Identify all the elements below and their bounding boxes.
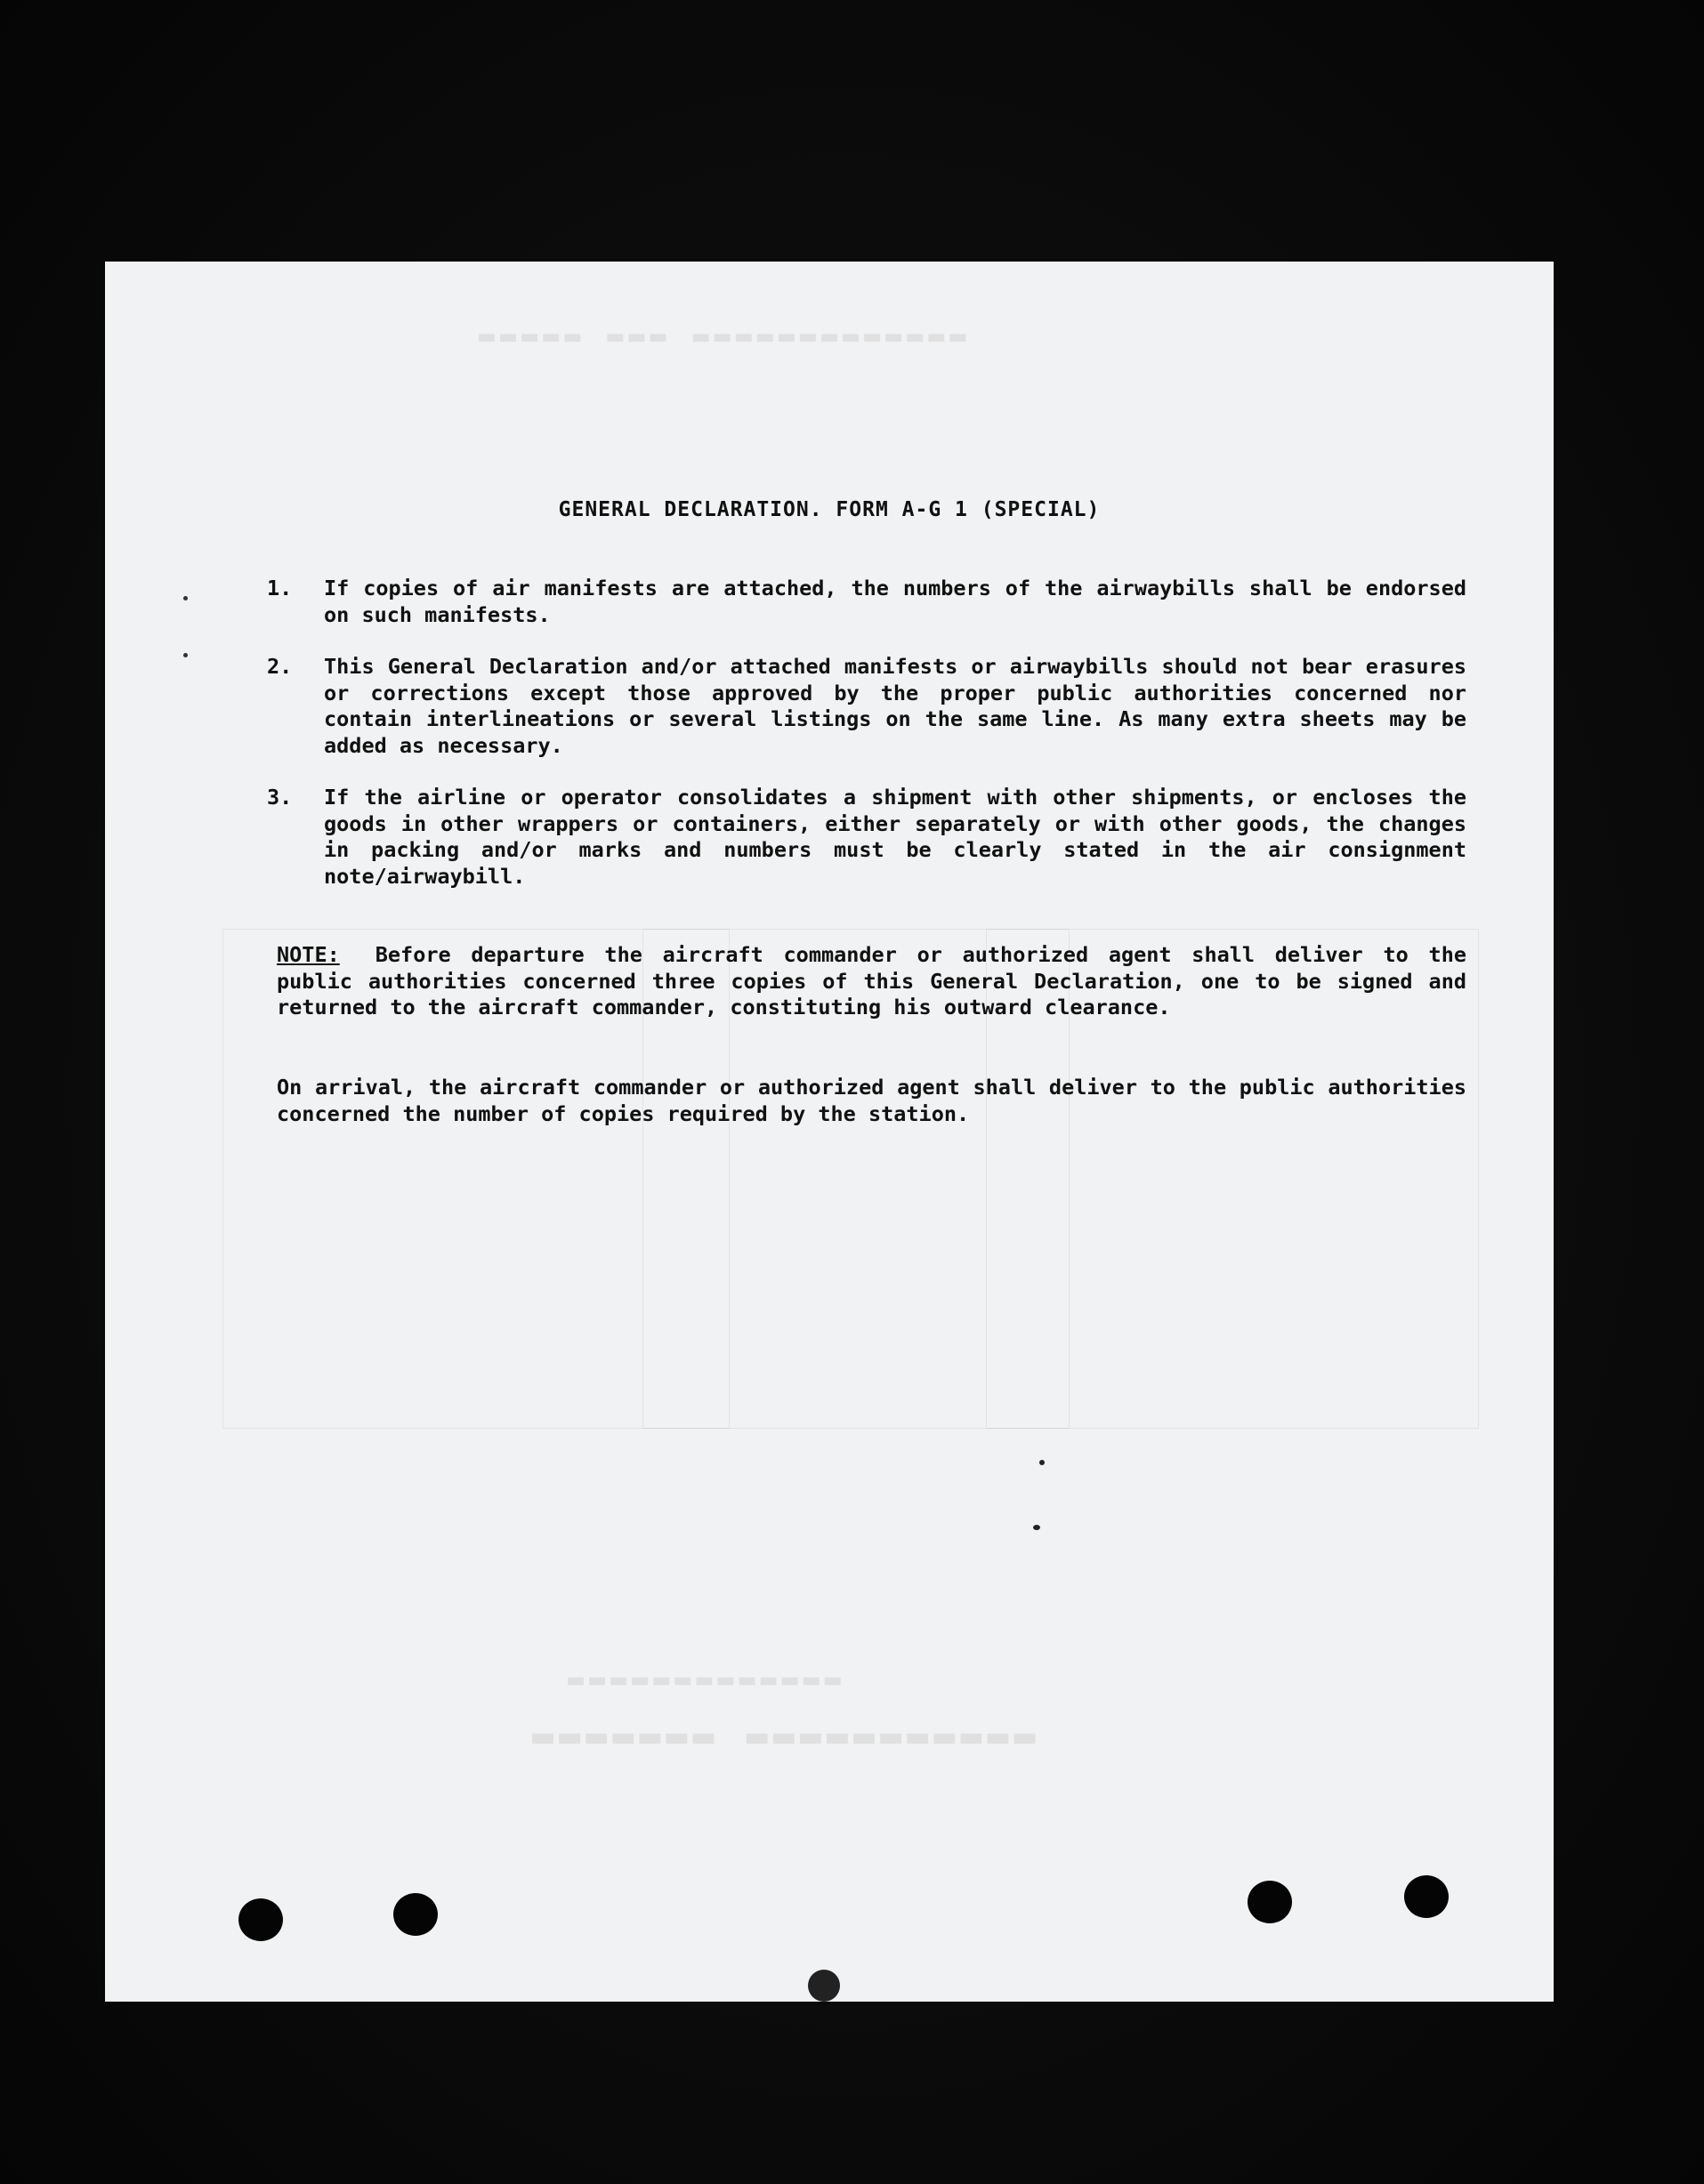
arrival-note: On arrival, the aircraft commander or authorized agent shall deliver to the public authorities concerned the number of copies required by the station. xyxy=(277,1075,1466,1126)
speck xyxy=(808,1970,840,2002)
note-label: NOTE: xyxy=(277,942,340,967)
item-number: 3. xyxy=(267,785,293,810)
speck xyxy=(1033,1525,1040,1530)
note-text: Before departure the aircraft commander or authorized agent shall deliver to the public authorities concerned three copies of this General Declaration, one to be signed and returned to the aircraft commander, constituting his outward clearance. xyxy=(277,942,1466,1019)
document-page xyxy=(105,262,1554,2002)
item-text: This General Declaration and/or attached manifests or airwaybills should not bear erasures or corrections except those approved by the proper public authorities concerned nor contain interlineations or several listings on the same line. As many extra sheets may be added as necessary. xyxy=(324,654,1466,758)
item-text: If the airline or operator consolidates a shipment with other shipments, or encloses the goods in other wrappers or containers, either separately or with other goods, the changes in packing and/or marks and numbers must be clearly stated in the air consignment note/airwaybill. xyxy=(324,785,1466,889)
item-text: If copies of air manifests are attached, the numbers of the airwaybills shall be endorsed on such manifests. xyxy=(324,576,1466,627)
bleed-through-mark: ▬▬▬▬▬▬▬▬▬▬▬▬▬ xyxy=(568,1667,846,1698)
bleed-through-mark: ▬▬▬▬▬ ▬▬▬ ▬▬▬▬▬▬▬▬▬▬▬▬▬ xyxy=(479,324,972,355)
punch-hole xyxy=(393,1893,438,1936)
margin-dot xyxy=(183,653,188,657)
punch-hole xyxy=(238,1898,283,1941)
document-title: GENERAL DECLARATION. FORM A-G 1 (SPECIAL) xyxy=(558,498,1101,521)
departure-note xyxy=(277,942,1466,1021)
speck xyxy=(1039,1460,1045,1465)
item-number: 2. xyxy=(267,654,293,679)
bleed-through-mark: ▬▬▬▬▬▬▬ ▬▬▬▬▬▬▬▬▬▬▬ xyxy=(532,1721,1041,1761)
item-number: 1. xyxy=(267,576,293,600)
margin-dot xyxy=(183,596,188,600)
document-content xyxy=(105,262,1554,2002)
punch-hole xyxy=(1248,1881,1292,1923)
punch-hole xyxy=(1404,1875,1449,1918)
